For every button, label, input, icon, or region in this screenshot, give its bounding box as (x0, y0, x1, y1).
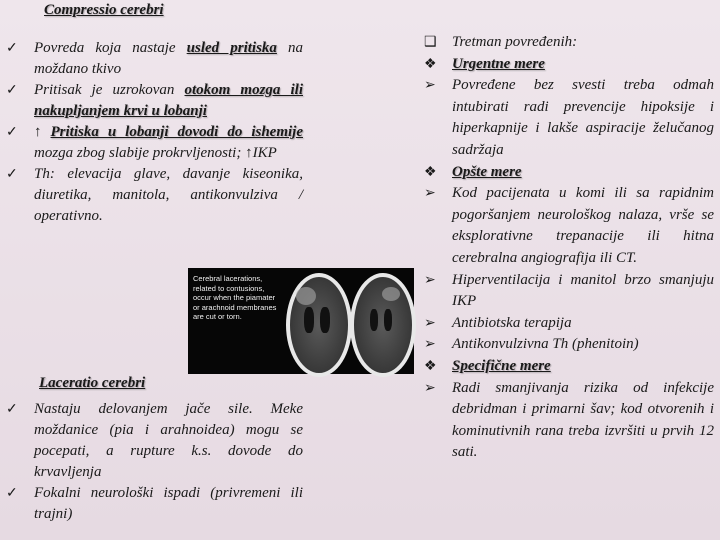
diamond-bullet-icon: ❖ (424, 358, 437, 374)
checkmark-icon: ✓ (6, 83, 18, 98)
treatment-item: ➢ Povređene bez svesti treba odmah intubirati radi prevencije hipoksije i hiperkapnije i lakše aspiracije želučanog sadržaja (424, 77, 714, 158)
treatment-item: ➢ Radi smanjivanja rizika od infekcije debridman i primarni šav; kod otvorenih i kominutivnih rana treba izvršiti u prvih 12 sati. (424, 379, 714, 461)
emphasis: otokom mozga ili nakupljanjem krvi u lobanji (34, 82, 303, 119)
treatment-section: ❖ Opšte mere (418, 162, 714, 184)
scan-caption: Cerebral lacerations, related to contusions, occur when the piamater or arachnoid membranes are cut or torn. (193, 274, 277, 321)
treatment-item: ➢ Antikonvulzivna Th (phenitoin) (418, 334, 714, 356)
compressio-item: ✓ Th: elevacija glave, davanje kiseonika, diuretika, manitola, antikonvulziva / operativno. (6, 166, 303, 224)
arrow-bullet-icon: ➢ (424, 78, 436, 94)
arrow-bullet-icon: ➢ (424, 272, 436, 288)
brain-scan-right (350, 273, 416, 377)
emphasis: Pritiska u lobanji dovodi do ishemije (50, 124, 303, 140)
checkmark-icon: ✓ (6, 41, 18, 56)
treatment-list (418, 32, 714, 464)
checkmark-icon: ✓ (6, 402, 18, 417)
laceratio-item: ✓ Fokalni neurološki ispadi (privremeni ili trajni) (6, 485, 303, 522)
checkmark-icon: ✓ (6, 167, 18, 182)
diamond-bullet-icon: ❖ (424, 56, 437, 72)
square-bullet-icon: ❑ (424, 35, 437, 50)
treatment-item: ➢ Hiperventilacija i manitol brzo smanjuju IKP (424, 271, 714, 310)
treatment-heading: ❑ Tretman povređenih: (418, 32, 714, 54)
compressio-title: Compressio cerebri (44, 2, 164, 18)
treatment-item: ➢ Antibiotska terapija (418, 313, 714, 335)
treatment-section: ❖ Specifične mere (418, 356, 714, 378)
ct-scan-image (188, 268, 414, 374)
checkmark-icon: ✓ (6, 486, 18, 501)
arrow-bullet-icon: ➢ (424, 315, 436, 331)
compressio-list (0, 38, 303, 227)
treatment-section: ❖ Urgentne mere (418, 54, 714, 76)
compressio-item: ✓ ↑ Pritiska u lobanji dovodi do ishemije mozga zbog slabije prokrvljenosti; ↑IKP (6, 124, 303, 161)
arrow-bullet-icon: ➢ (424, 337, 436, 353)
arrow-bullet-icon: ➢ (424, 380, 436, 396)
arrow-bullet-icon: ➢ (424, 186, 436, 202)
brain-scan-left (286, 273, 352, 377)
treatment-item: ➢ Kod pacijenata u komi ili sa rapidnim pogoršanjem neurološkog nalaza, vrše se eksplorativne trepanacije ili hitna cerebralna angiografija ili CT. (424, 185, 714, 266)
checkmark-icon: ✓ (6, 125, 18, 140)
compressio-item: ✓ Pritisak je uzrokovan otokom mozga ili nakupljanjem krvi u lobanji (6, 82, 303, 119)
emphasis: usled pritiska (186, 40, 277, 56)
laceratio-item: ✓ Nastaju delovanjem jače sile. Meke moždanice (pia i arahnoidea) mogu se pocepati, a rupture k.s. dovode do krvavljenja (6, 401, 303, 480)
compressio-item: ✓ Povreda koja nastaje usled pritiska na moždano tkivo (6, 40, 303, 77)
laceratio-title: Laceratio cerebri (39, 375, 146, 391)
laceratio-list (0, 399, 303, 525)
diamond-bullet-icon: ❖ (424, 164, 437, 180)
